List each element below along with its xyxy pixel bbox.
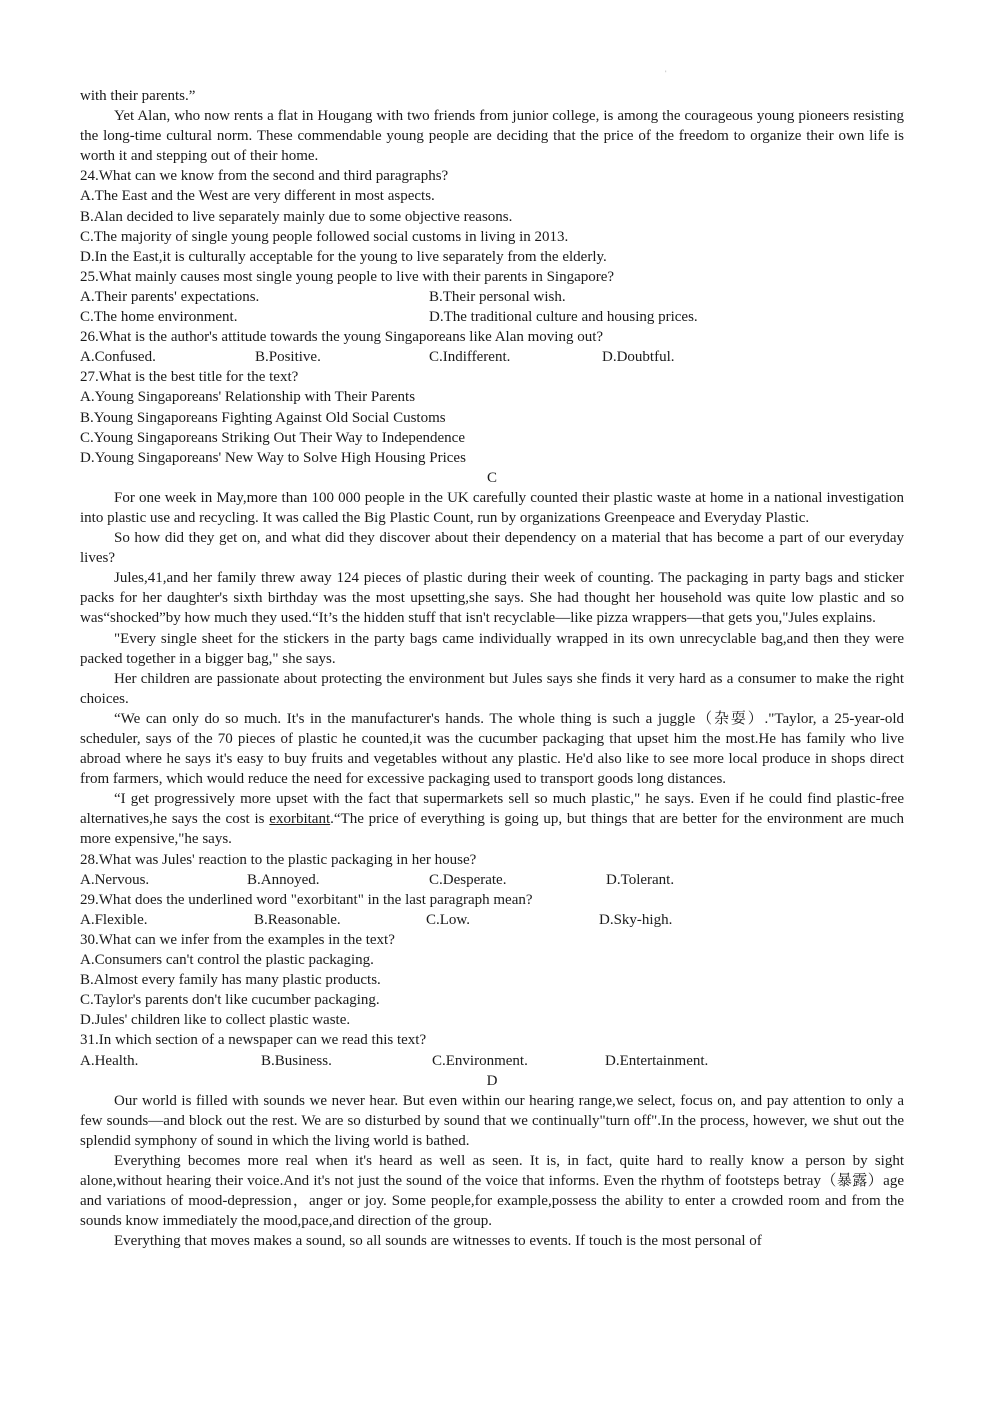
question-stem: 29.What does the underlined word "exorbitant" in the last paragraph mean? — [80, 891, 533, 908]
option-a: A.Flexible. — [80, 911, 148, 928]
option-a: A.Nervous. — [80, 871, 150, 888]
question-stem: 27.What is the best title for the text? — [80, 369, 299, 386]
option-b: B.Almost every family has many plastic products. — [80, 972, 381, 989]
option-d: D.The traditional culture and housing prices. — [429, 309, 698, 326]
option-d: D.In the East,it is culturally acceptable for the young to live separately from the elderly. — [80, 248, 607, 265]
passage-c-paragraph-3: Jules,41,and her family threw away 124 pieces of plastic during their week of counting. The packaging in party bags and sticker packs for her daughter's sixth birthday was the most upsetting,she says. She had thought her household was quite low plastic and so was“shocked”by how much they used.“It’s the hidden stuff that isn't recyclable—like pizza wrappers—that gets you,"Jules explains. — [80, 570, 904, 627]
section-heading-c: C — [486, 469, 497, 486]
option-c: C.Indifferent. — [429, 349, 511, 366]
question-stem: 26.What is the author's attitude towards the young Singaporeans like Alan moving out? — [80, 329, 604, 346]
passage-b-fragment: with their parents.” — [80, 88, 196, 104]
question-stem: 24.What can we know from the second and third paragraphs? — [80, 168, 449, 185]
question-24 — [80, 166, 904, 266]
option-c: C.Young Singaporeans Striking Out Their Way to Independence — [80, 429, 465, 446]
passage-c-paragraph-6: “We can only do so much. It's in the manufacturer's hands. The whole thing is such a juggle（杂耍）."Taylor, a 25-year-old scheduler, says of the 70 pieces of plastic he counted,it was the cucumber packaging that upset him the most.He has family who live abroad where he says it's easy to buy fruits and vegetables without any plastic. He'd also like to see more local produce in shops direct from farmers, which would reduce the need for excessive packaging used to transport goods long distances. — [80, 710, 904, 788]
option-b: B.Business. — [261, 1052, 332, 1069]
option-b: B.Alan decided to live separately mainly due to some objective reasons. — [80, 208, 513, 225]
question-stem: 28.What was Jules' reaction to the plastic packaging in her house? — [80, 851, 477, 868]
passage-c-paragraph-2: So how did they get on, and what did they discover about their dependency on a material that has become a part of our everyday lives? — [80, 530, 904, 567]
option-c: C.Desperate. — [429, 871, 507, 888]
option-a: A.Confused. — [80, 349, 156, 366]
exam-page — [80, 86, 904, 1251]
option-a: A.Health. — [80, 1052, 139, 1069]
option-b: B.Reasonable. — [254, 911, 341, 928]
option-c: C.Taylor's parents don't like cucumber packaging. — [80, 992, 380, 1009]
option-d: D.Entertainment. — [605, 1052, 709, 1069]
question-28 — [80, 850, 904, 890]
passage-d-paragraph-2: Everything becomes more real when it's heard as well as seen. It is, in fact, quite hard to really know a person by sight alone,without hearing their voice.And it's not just the sound of the voice that informs. Even the rhythm of footsteps betray（暴露）age and variations of mood-depression，anger or joy. Some people,for example,possess the ability to enter a crowded room and from the sounds know immediately the mood,pace,and direction of the group. — [80, 1152, 904, 1230]
passage-c-paragraph-5: Her children are passionate about protecting the environment but Jules says she finds it very hard as a consumer to make the right choices. — [80, 670, 904, 707]
question-29 — [80, 890, 904, 930]
question-27 — [80, 367, 904, 467]
option-d: D.Doubtful. — [602, 349, 675, 366]
text-run: “I get progressively more upset with the fact that supermarkets sell so much plastic," he says. Even if he could find plastic-free alternatives,he says the cost is — [80, 791, 904, 828]
question-30 — [80, 930, 904, 1030]
question-26 — [80, 327, 904, 367]
question-25 — [80, 267, 904, 327]
option-a: A.The East and the West are very different in most aspects. — [80, 188, 435, 205]
top-mark: ' — [665, 70, 667, 77]
option-c: C.Environment. — [432, 1052, 528, 1069]
section-heading-d: D — [486, 1072, 498, 1089]
question-stem: 30.What can we infer from the examples in the text? — [80, 931, 395, 948]
option-a: A.Young Singaporeans' Relationship with Their Parents — [80, 389, 416, 406]
option-d: D.Sky-high. — [599, 911, 673, 928]
passage-d-paragraph-3: Everything that moves makes a sound, so all sounds are witnesses to events. If touch is the most personal of — [114, 1233, 762, 1250]
passage-c-paragraph-1: For one week in May,more than 100 000 people in the UK carefully counted their plastic waste at home in a national investigation into plastic use and recycling. It was called the Big Plastic Count, run by organizations Greenpeace and Everyday Plastic. — [80, 489, 904, 526]
option-d: D.Tolerant. — [606, 871, 675, 888]
question-31 — [80, 1030, 904, 1070]
question-stem: 25.What mainly causes most single young people to live with their parents in Singapore? — [80, 268, 615, 285]
option-b: B.Young Singaporeans Fighting Against Old Social Customs — [80, 409, 446, 426]
option-d: D.Young Singaporeans' New Way to Solve High Housing Prices — [80, 449, 466, 466]
option-a: A.Their parents' expectations. — [80, 288, 260, 305]
option-a: A.Consumers can't control the plastic packaging. — [80, 952, 374, 969]
option-c: C.Low. — [426, 911, 471, 928]
option-b: B.Positive. — [255, 349, 321, 366]
option-b: B.Annoyed. — [247, 871, 320, 888]
text-run: .“The price of everything is going up, but things that are better for the environment are much more expensive,"he says. — [80, 811, 904, 848]
question-stem: 31.In which section of a newspaper can we read this text? — [80, 1032, 427, 1049]
option-d: D.Jules' children like to collect plastic waste. — [80, 1012, 351, 1029]
option-c: C.The majority of single young people followed social customs in living in 2013. — [80, 228, 569, 245]
passage-c-paragraph-7 — [80, 789, 904, 849]
option-c: C.The home environment. — [80, 309, 238, 326]
passage-c-paragraph-4: "Every single sheet for the stickers in the party bags came individually wrapped in its own unrecyclable bag,and then they were packed together in a bigger bag," she says. — [80, 630, 904, 667]
passage-b-last-paragraph: Yet Alan, who now rents a flat in Hougang with two friends from junior college, is among the courageous young pioneers resisting the long-time cultural norm. These commendable young people are deciding that the price of the freedom to organize their own life is worth it and stepping out of their home. — [80, 108, 904, 165]
underlined-word: exorbitant — [269, 811, 331, 828]
option-b: B.Their personal wish. — [429, 288, 566, 305]
passage-d-paragraph-1: Our world is filled with sounds we never hear. But even within our hearing range,we select, focus on, and pay attention to only a few sounds—and block out the rest. We are so disturbed by sound that we continually"turn off".In the process, however, we shut out the splendid symphony of sound in which the living world is bathed. — [80, 1092, 904, 1149]
